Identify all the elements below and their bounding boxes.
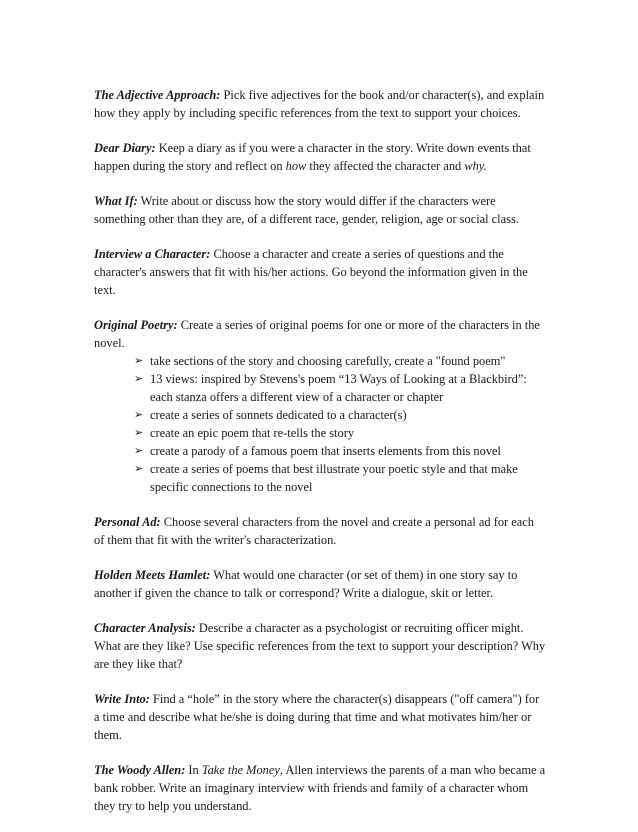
section-text: Pick five adjectives for the book and/or character(s), and explain how they apply by including specific references from the text to support your choices. — [94, 88, 545, 120]
section-woody-allen — [94, 761, 546, 815]
list-item — [134, 370, 546, 406]
section-personal-ad — [94, 513, 546, 549]
section-text: Describe a character as a psychologist or recruiting officer might. What are they like? Use specific references from the text to support your description? Why are they like that? — [94, 621, 546, 671]
section-heading: The Adjective Approach: — [94, 88, 221, 102]
section-character-analysis — [94, 619, 546, 673]
list-item — [134, 352, 546, 370]
list-item — [134, 460, 546, 496]
section-heading: Dear Diary: — [94, 141, 156, 155]
emphasis-text: how — [285, 159, 307, 173]
arrow-bullet-icon: ➢ — [134, 444, 144, 457]
document-body — [94, 86, 546, 832]
poetry-bullet-list — [94, 352, 546, 496]
section-interview-character — [94, 245, 546, 299]
section-original-poetry — [94, 316, 546, 496]
section-dear-diary — [94, 139, 546, 175]
list-item — [134, 442, 546, 460]
arrow-bullet-icon: ➢ — [134, 408, 144, 421]
section-text: they affected the character and — [306, 159, 465, 173]
section-text: Write about or discuss how the story would differ if the characters were something other than they are, of a different race, gender, religion, age or social class. — [94, 194, 519, 226]
section-text: Find a “hole” in the story where the character(s) disappears ("off camera") for a time and describe what he/she is doing during that time and what motivates him/her or them. — [94, 692, 540, 742]
list-item-text: take sections of the story and choosing carefully, create a "found poem" — [150, 354, 506, 368]
section-what-if — [94, 192, 546, 228]
section-heading: What If: — [94, 194, 138, 208]
section-text: In — [185, 763, 202, 777]
list-item — [134, 406, 546, 424]
arrow-bullet-icon: ➢ — [134, 354, 144, 367]
section-heading: Character Analysis: — [94, 621, 196, 635]
list-item-text: create a series of sonnets dedicated to a character(s) — [150, 408, 407, 422]
section-text: Choose a character and create a series of questions and the character's answers that fit with his/her actions. Go beyond the information given in the text. — [94, 247, 528, 297]
section-write-into — [94, 690, 546, 744]
section-text: What would one character (or set of them) in one story say to another if given the chance to talk or correspond? Write a dialogue, skit or letter. — [94, 568, 518, 600]
section-heading: Write Into: — [94, 692, 150, 706]
section-text: , Allen interviews the parents of a man who became a bank robber. Write an imaginary interview with friends and family of a character whom they try to help you understand. — [94, 763, 546, 813]
section-heading: Interview a Character: — [94, 247, 211, 261]
section-adjective-approach — [94, 86, 546, 122]
section-text: Create a series of original poems for one or more of the characters in the novel. — [94, 318, 540, 350]
section-text: Keep a diary as if you were a character in the story. Write down events that happen during the story and reflect on — [94, 141, 531, 173]
list-item-text: create a parody of a famous poem that inserts elements from this novel — [150, 444, 501, 458]
arrow-bullet-icon: ➢ — [134, 462, 144, 475]
poetry-intro — [94, 316, 546, 352]
section-holden-meets-hamlet — [94, 566, 546, 602]
list-item — [134, 424, 546, 442]
section-heading: Holden Meets Hamlet: — [94, 568, 211, 582]
section-heading: Personal Ad: — [94, 515, 161, 529]
section-text: Choose several characters from the novel and create a personal ad for each of them that fit with the writer's characterization. — [94, 515, 534, 547]
arrow-bullet-icon: ➢ — [134, 426, 144, 439]
list-item-text: 13 views: inspired by Stevens's poem “13 Ways of Looking at a Blackbird”: each stanza offers a different view of a character or chapter — [150, 372, 527, 404]
arrow-bullet-icon: ➢ — [134, 372, 144, 385]
list-item-text: create a series of poems that best illustrate your poetic style and that make specific connections to the novel — [150, 462, 518, 494]
section-heading: Original Poetry: — [94, 318, 178, 332]
emphasis-text: Take the Money — [201, 763, 280, 777]
emphasis-text: why. — [464, 159, 487, 173]
section-heading: The Woody Allen: — [94, 763, 186, 777]
list-item-text: create an epic poem that re-tells the story — [150, 426, 355, 440]
